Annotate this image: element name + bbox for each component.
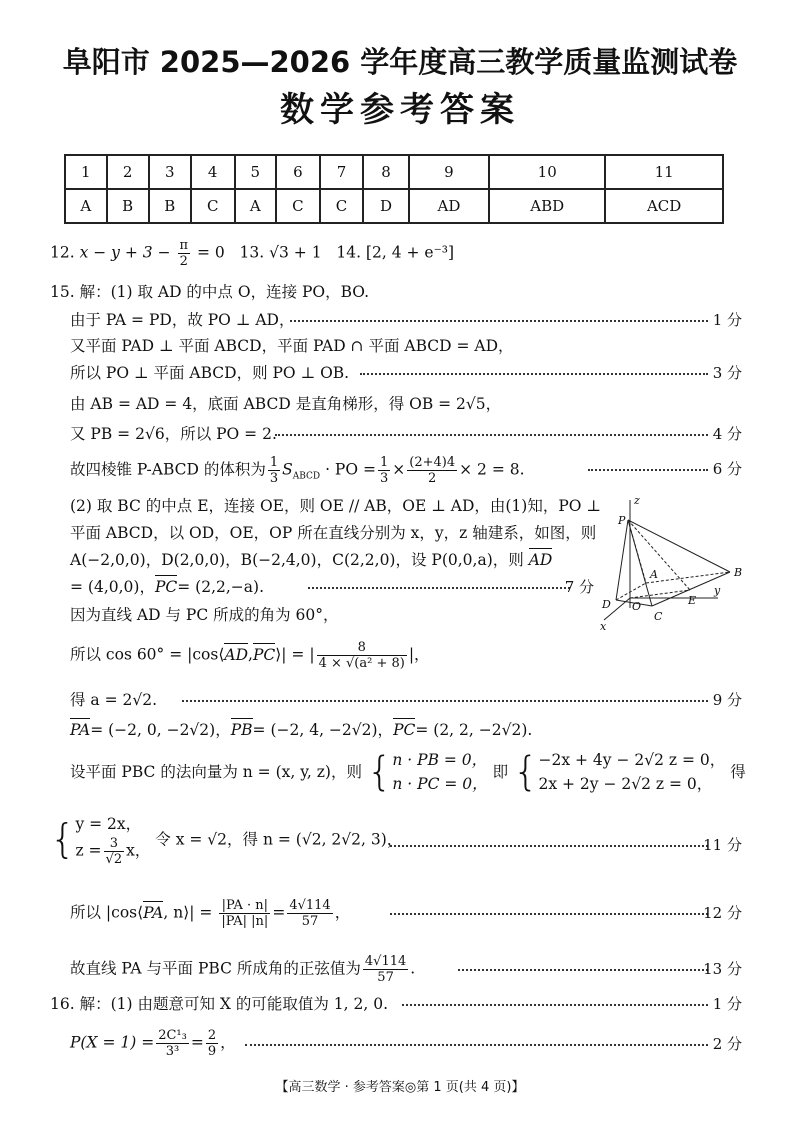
den: 2 bbox=[428, 471, 437, 486]
answer-key-title: 数学参考答案 bbox=[280, 90, 520, 130]
equation: y = 2x， bbox=[75, 815, 142, 833]
q12-lhs: x − y + 3 − bbox=[79, 243, 171, 262]
q15-line bbox=[70, 549, 600, 571]
fraction bbox=[206, 1028, 218, 1059]
score-label: 1 分 bbox=[712, 311, 742, 329]
vector-label: PB bbox=[230, 721, 253, 739]
num: (2+4)4 bbox=[409, 455, 456, 470]
text: × 2 = 8. bbox=[459, 460, 525, 479]
q15-line: 平面 ABCD，以 OD，OE，OP 所在直线分别为 x，y，z 轴建系，如图，则 bbox=[70, 524, 597, 542]
brace: { bbox=[366, 749, 393, 795]
text: = (−2, 0, −2√2)， bbox=[90, 721, 231, 739]
text: ⟩| = | bbox=[275, 645, 315, 664]
subscript: ABCD bbox=[292, 471, 321, 482]
num: 2C¹₃ bbox=[158, 1028, 187, 1043]
vector bbox=[224, 644, 248, 666]
score-leader bbox=[245, 1044, 708, 1046]
q-number: 5 bbox=[235, 155, 277, 189]
q12-num: π bbox=[179, 238, 189, 253]
den: 57 bbox=[377, 970, 394, 985]
q-number: 10 bbox=[489, 155, 605, 189]
answer-table-numbers-row bbox=[65, 155, 723, 189]
vector-label: AD bbox=[224, 645, 248, 664]
q-number: 3 bbox=[149, 155, 191, 189]
den: 4 × √(a² + 8) bbox=[318, 656, 405, 671]
equation: −2x + 4y − 2√2 z = 0， bbox=[538, 751, 726, 769]
score-label: 4 分 bbox=[712, 425, 742, 443]
text: ， bbox=[220, 1033, 236, 1052]
score-label: 2 分 bbox=[712, 1035, 742, 1053]
text: P(X = 1) = bbox=[70, 1033, 155, 1052]
num: 2 bbox=[207, 1028, 217, 1043]
text: = bbox=[190, 1033, 204, 1052]
q15-line: 由于 PA = PD，故 PO ⊥ AD， bbox=[70, 311, 295, 329]
q12-rhs: = 0 bbox=[196, 243, 225, 262]
score-leader bbox=[588, 469, 708, 471]
q-answer: B bbox=[149, 189, 191, 223]
fraction bbox=[363, 954, 408, 985]
text: 设平面 PBC 的法向量为 n = (x, y, z)，则 bbox=[70, 763, 362, 781]
text: = bbox=[272, 903, 286, 922]
den: 3 bbox=[379, 471, 389, 486]
fraction bbox=[378, 455, 390, 486]
den: 3³ bbox=[165, 1044, 180, 1059]
q-number: 2 bbox=[107, 155, 149, 189]
q16-line: 16. 解：(1) 由题意可知 X 的可能取值为 1, 2, 0. bbox=[50, 995, 388, 1013]
q-number: 7 bbox=[320, 155, 364, 189]
q15-volume-line bbox=[70, 455, 750, 488]
text: z = bbox=[75, 841, 102, 860]
score-label: 3 分 bbox=[712, 364, 742, 382]
text: 得 bbox=[730, 763, 746, 781]
system bbox=[75, 812, 150, 867]
q15-vectors-line bbox=[70, 719, 750, 741]
q-answer: C bbox=[320, 189, 364, 223]
fraction bbox=[104, 836, 125, 867]
q-answer: ABD bbox=[489, 189, 605, 223]
q-answer: C bbox=[276, 189, 320, 223]
num: 3 bbox=[104, 836, 125, 852]
fraction bbox=[219, 898, 270, 929]
q15-line: 因为直线 AD 与 PC 所成的角为 60°， bbox=[70, 606, 339, 624]
q-answer: A bbox=[235, 189, 277, 223]
q-number: 4 bbox=[191, 155, 235, 189]
pyramid-figure bbox=[590, 490, 750, 640]
fig-label: D bbox=[602, 598, 611, 611]
equation: 2x + 2y − 2√2 z = 0， bbox=[538, 775, 713, 793]
q-number: 8 bbox=[363, 155, 408, 189]
vector bbox=[529, 549, 553, 571]
vector-label: PC bbox=[154, 578, 178, 596]
fig-label: P bbox=[618, 514, 626, 527]
score-leader bbox=[458, 969, 708, 971]
num: 1 bbox=[379, 455, 389, 470]
num: 8 bbox=[317, 640, 407, 656]
text: , bbox=[248, 645, 253, 664]
q15-line: 所以 PO ⊥ 平面 ABCD，则 PO ⊥ OB. bbox=[70, 364, 350, 382]
system bbox=[392, 748, 487, 796]
q-answer: A bbox=[65, 189, 107, 223]
vector bbox=[253, 644, 275, 666]
vector-label: PC bbox=[393, 721, 416, 739]
exam-title: 阜阳市 2025—2026 学年度高三教学质量监测试卷 bbox=[62, 45, 738, 79]
text: = (2, 2, −2√2). bbox=[415, 721, 533, 739]
fraction bbox=[317, 640, 407, 671]
vector bbox=[231, 719, 253, 741]
q15-line: 15. 解：(1) 取 AD 的中点 O，连接 PO，BO. bbox=[50, 283, 370, 301]
q-answer: ACD bbox=[605, 189, 723, 223]
fraction bbox=[287, 898, 332, 929]
system bbox=[538, 748, 725, 796]
text: , n⟩| = bbox=[163, 903, 213, 922]
num: |PA · n| bbox=[219, 898, 270, 914]
answer-table bbox=[64, 154, 724, 224]
equation: n · PC = 0， bbox=[392, 775, 488, 793]
vector-label: PA bbox=[143, 903, 164, 922]
score-leader bbox=[360, 373, 708, 375]
edge-PB bbox=[628, 520, 730, 572]
q15-line: (2) 取 BC 的中点 E，连接 OE，则 OE // AB，OE ⊥ AD，由(1)知，PO ⊥ bbox=[70, 497, 601, 515]
text: 故直线 PA 与平面 PBC 所成角的正弦值为 bbox=[70, 959, 361, 978]
score-leader bbox=[275, 434, 708, 436]
q13-answer: 13. √3 + 1 bbox=[239, 243, 322, 262]
fig-label: C bbox=[654, 610, 663, 623]
q15-solution-line bbox=[50, 812, 750, 872]
num: 4√114 bbox=[289, 898, 331, 913]
fig-label: x bbox=[600, 620, 607, 633]
score-leader bbox=[290, 320, 708, 322]
fraction bbox=[407, 455, 457, 486]
score-leader bbox=[390, 845, 708, 847]
q-answer: D bbox=[363, 189, 408, 223]
score-leader bbox=[182, 700, 708, 702]
fig-label: O bbox=[632, 600, 642, 613]
score-leader bbox=[308, 587, 570, 589]
fig-label: y bbox=[714, 584, 721, 597]
text: x， bbox=[126, 841, 151, 860]
q-number: 6 bbox=[276, 155, 320, 189]
text: S bbox=[282, 460, 293, 479]
q-answer: B bbox=[107, 189, 149, 223]
text: . bbox=[410, 959, 416, 978]
den: √2 bbox=[105, 852, 123, 867]
edge-OE bbox=[630, 590, 690, 598]
score-label: 6 分 bbox=[712, 460, 742, 478]
score-label: 13 分 bbox=[703, 960, 742, 978]
q12-fraction bbox=[178, 238, 191, 269]
q15-normal-line bbox=[70, 748, 760, 802]
vector-label: PC bbox=[252, 645, 276, 664]
vector-label: PA bbox=[70, 721, 91, 739]
den: 57 bbox=[301, 914, 319, 929]
text: = (4,0,0)， bbox=[70, 578, 155, 596]
brace: { bbox=[513, 749, 539, 795]
q12-label: 12. bbox=[50, 243, 75, 262]
score-leader bbox=[402, 1004, 708, 1006]
q-answer: C bbox=[191, 189, 235, 223]
fig-label: E bbox=[688, 594, 697, 607]
score-label: 9 分 bbox=[712, 691, 742, 709]
brace: { bbox=[50, 816, 76, 863]
page-footer: 【高三数学 · 参考答案◎第 1 页(共 4 页)】 bbox=[275, 1080, 525, 1095]
vector bbox=[393, 719, 415, 741]
text: · PO = bbox=[325, 460, 376, 479]
vector bbox=[70, 719, 90, 741]
fig-label: B bbox=[734, 566, 743, 579]
equation: n · PB = 0， bbox=[392, 751, 488, 769]
q15-line: 得 a = 2√2. bbox=[70, 691, 158, 709]
text: |， bbox=[408, 645, 430, 664]
edge-PD bbox=[616, 520, 628, 600]
vector bbox=[155, 576, 177, 598]
q14-answer: 14. [2, 4 + e⁻³] bbox=[336, 243, 455, 262]
score-label: 7 分 bbox=[564, 578, 594, 596]
num: 1 bbox=[269, 455, 279, 470]
fraction bbox=[156, 1028, 189, 1059]
text: = (−2, 4, −2√2)， bbox=[252, 721, 394, 739]
den: 3 bbox=[269, 471, 279, 486]
score-label: 11 分 bbox=[703, 836, 742, 854]
q15-line: 由 AB = AD = 4，底面 ABCD 是直角梯形，得 OB = 2√5， bbox=[70, 395, 502, 413]
text: 令 x = √2，得 n = (√2, 2√2, 3)， bbox=[155, 830, 403, 849]
q-number: 1 bbox=[65, 155, 107, 189]
text: = (2,2,−a). bbox=[177, 578, 264, 596]
fraction bbox=[268, 455, 280, 486]
den: |PA| |n| bbox=[221, 914, 269, 929]
score-label: 1 分 bbox=[712, 995, 742, 1013]
q12-den: 2 bbox=[179, 254, 188, 269]
score-label: 12 分 bbox=[703, 904, 742, 922]
answer-table-answers-row bbox=[65, 189, 723, 223]
num: 4√114 bbox=[364, 954, 407, 969]
fig-label: z bbox=[634, 494, 640, 507]
vector bbox=[143, 902, 163, 924]
vector-label: AD bbox=[528, 551, 553, 569]
fig-label: A bbox=[650, 568, 658, 581]
text: 故四棱锥 P-ABCD 的体积为 bbox=[70, 460, 266, 479]
den: 9 bbox=[207, 1044, 217, 1059]
text: 所以 |cos⟨ bbox=[70, 903, 144, 922]
q-number: 11 bbox=[605, 155, 723, 189]
q-number: 9 bbox=[409, 155, 489, 189]
text: ， bbox=[334, 903, 351, 922]
text: × bbox=[392, 460, 406, 479]
q15-line: 又平面 PAD ⊥ 平面 ABCD，平面 PAD ∩ 平面 ABCD = AD， bbox=[70, 337, 514, 355]
score-leader bbox=[390, 913, 708, 915]
q15-cos-line bbox=[70, 640, 600, 671]
text: A(−2,0,0)，D(2,0,0)，B(−2,4,0)，C(2,2,0)，设 P(0,0,a)，则 bbox=[70, 551, 524, 569]
fill-in-answers bbox=[50, 238, 750, 269]
q15-line: 又 PB = 2√6，所以 PO = 2. bbox=[70, 425, 277, 443]
text: 即 bbox=[492, 763, 509, 781]
text: 所以 cos 60° = |cos⟨ bbox=[70, 645, 225, 664]
q-answer: AD bbox=[409, 189, 489, 223]
